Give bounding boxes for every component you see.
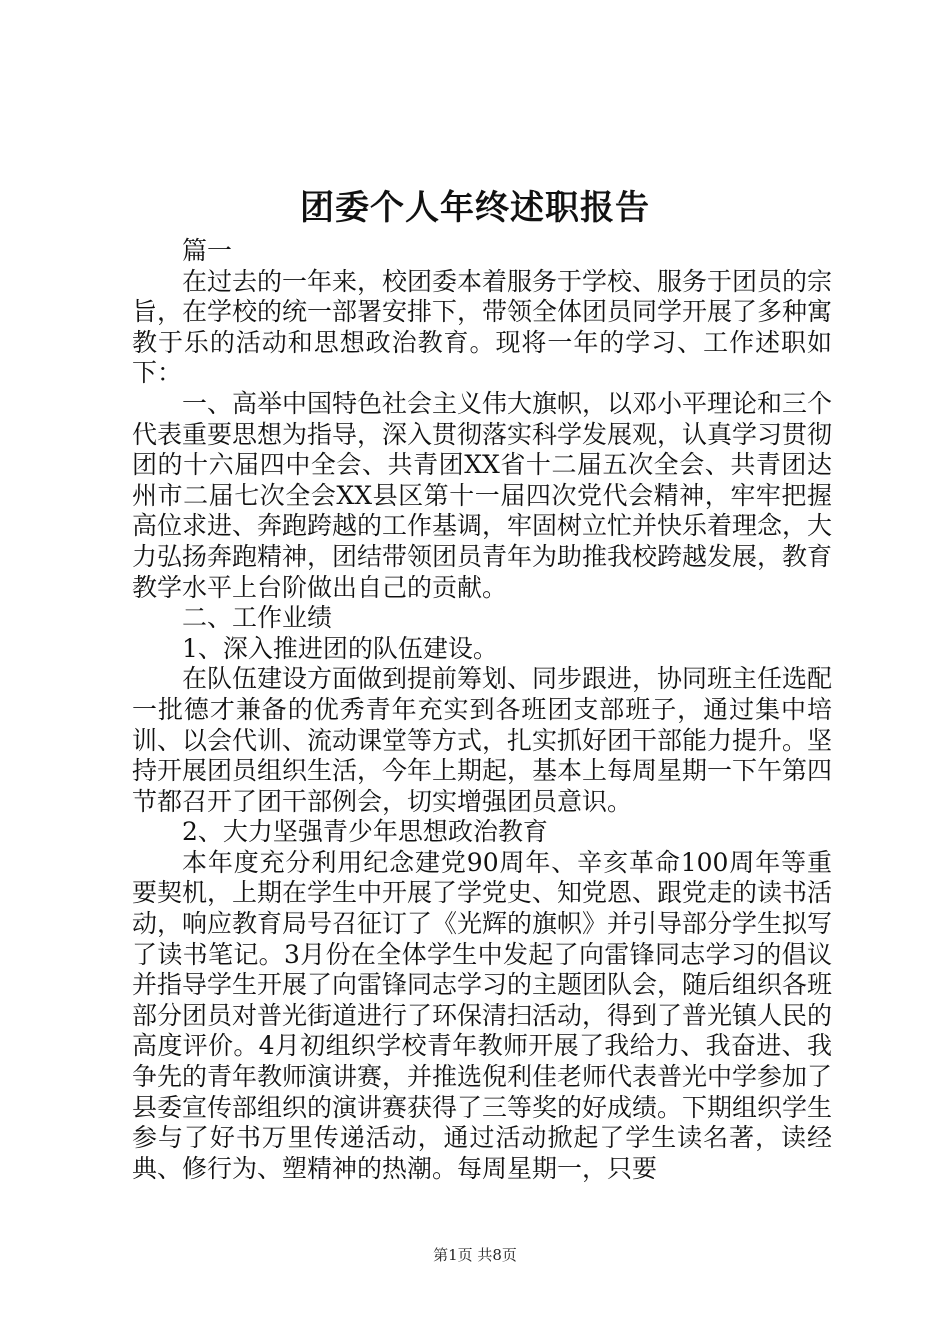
subsection-heading: 2、大力坚强青少年思想政治教育 — [182, 817, 548, 847]
team-building-paragraph: 在队伍建设方面做到提前筹划、同步跟进，协同班主任选配一批德才兼备的优秀青年充实到各班团支部班子，通过集中培训、以会代训、流动课堂等方式，扎实抓好团干部能力提升。坚持开展团员组织生活，今年上期起，基本上每周星期一下午第四节都召开了团干部例会，切实增强团员意识。 — [132, 664, 833, 816]
document-title: 团委个人年终述职报告 — [300, 188, 650, 228]
section-heading: 二、工作业绩 — [182, 603, 333, 633]
intro-paragraph: 在过去的一年来，校团委本着服务于学校、服务于团员的宗旨，在学校的统一部署安排下，带领全体团员同学开展了多种寓教于乐的活动和思想政治教育。现将一年的学习、工作述职如下： — [132, 266, 833, 388]
education-paragraph: 本年度充分利用纪念建党90周年、辛亥革命100周年等重要契机，上期在学生中开展了学党史、知党恩、跟党走的读书活动，响应教育局号召征订了《光辉的旗帜》并引导部分学生拟写了读书笔记。3月份在全体学生中发起了向雷锋同志学习的倡议并指导学生开展了向雷锋同志学习的主题团队会，随后组织各班部分团员对普光街道进行了环保清扫活动，得到了普光镇人民的高度评价。4月初组织学校青年教师开展了我给力、我奋进、我争先的青年教师演讲赛，并推选倪利佳老师代表普光中学参加了县委宣传部组织的演讲赛获得了三等奖的好成绩。下期组织学生参与了好书万里传递活动，通过活动掀起了学生读名著，读经典、修行为、塑精神的热潮。每周星期一，只要 — [132, 847, 833, 1183]
subsection-heading: 1、深入推进团的队伍建设。 — [182, 633, 498, 663]
guiding-principles-paragraph: 一、高举中国特色社会主义伟大旗帜，以邓小平理论和三个代表重要思想为指导，深入贯彻落实科学发展观，认真学习贯彻团的十六届四中全会、共青团XX省十二届五次全会、共青团达州市二届七次全会XX县区第十一届四次党代会精神，牢牢把握高位求进、奔跑跨越的工作基调，牢固树立忙并快乐着理念，大力弘扬奔跑精神，团结带领团员青年为助推我校跨越发展，教育教学水平上台阶做出自己的贡献。 — [132, 388, 833, 602]
section-label: 篇一 — [182, 236, 233, 265]
page-number: 第1页 共8页 — [433, 1246, 517, 1264]
document-body — [132, 236, 832, 1184]
